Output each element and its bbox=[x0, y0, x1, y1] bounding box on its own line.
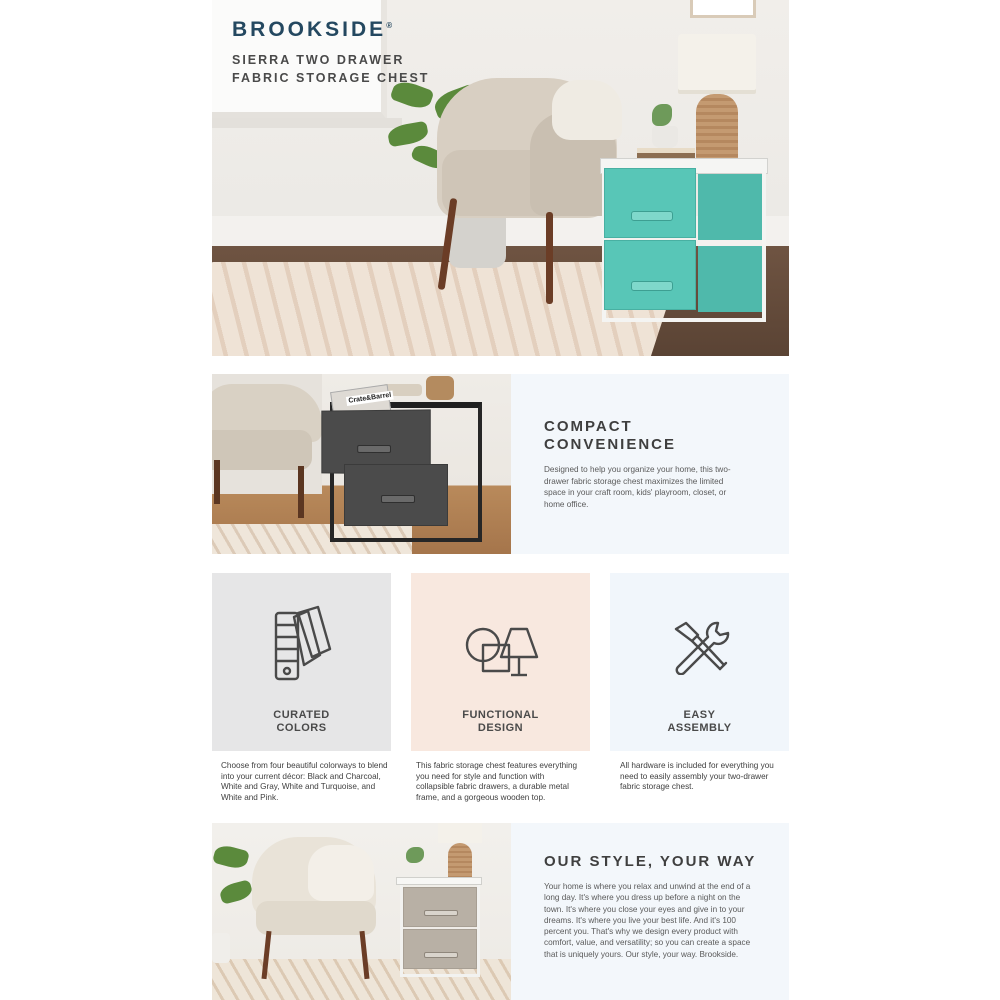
lamp-base bbox=[426, 376, 454, 400]
style-photo bbox=[212, 823, 511, 1000]
shapes-icon bbox=[461, 623, 541, 683]
drawer-handle bbox=[424, 952, 458, 958]
feature-description-functional-design: This fabric storage chest features everything you need for style and function with collapsible fabric drawers, a durable metal frame, and a gorgeous wooden top. bbox=[416, 761, 578, 802]
plant-leaf bbox=[212, 843, 250, 871]
chair-leg bbox=[298, 466, 304, 518]
lamp-base bbox=[696, 94, 738, 168]
drawer-handle bbox=[631, 281, 673, 291]
magazine-label: Crate&Barrel bbox=[346, 390, 394, 405]
feature-title bbox=[411, 709, 590, 735]
drawer-gray-top bbox=[403, 887, 477, 927]
product-title-line1: SIERRA TWO DRAWER bbox=[232, 53, 405, 67]
compact-heading-line1: COMPACT bbox=[544, 418, 633, 435]
feature-title-line1: FUNCTIONAL bbox=[462, 709, 539, 721]
feature-title bbox=[212, 709, 391, 735]
feature-title-line2: DESIGN bbox=[477, 722, 524, 734]
drawer-gray-bottom bbox=[403, 929, 477, 969]
feature-tile-easy-assembly bbox=[610, 573, 789, 751]
trademark-symbol: ® bbox=[386, 21, 396, 30]
brand-logo bbox=[232, 18, 395, 42]
throw-blanket bbox=[552, 80, 622, 140]
armchair-seat bbox=[212, 430, 312, 470]
compact-text-panel bbox=[511, 374, 789, 554]
color-swatch-icon bbox=[272, 605, 332, 683]
lamp-shade bbox=[438, 823, 482, 843]
chest-top bbox=[396, 877, 482, 885]
plant-leaf bbox=[218, 879, 254, 905]
style-text-panel bbox=[511, 823, 789, 1000]
chair-leg bbox=[546, 212, 553, 304]
tools-icon bbox=[668, 619, 732, 675]
drawer-charcoal bbox=[344, 464, 448, 526]
chest-side-panel bbox=[698, 174, 762, 240]
feature-description-curated-colors: Choose from four beautiful colorways to blend into your current décor: Black and Charcoal, White and Gray, White and Turquoise, and White and Pink. bbox=[221, 761, 388, 802]
feature-title bbox=[610, 709, 789, 735]
window-sill bbox=[212, 118, 402, 128]
armchair-seat bbox=[256, 901, 376, 935]
chest-drawer-top bbox=[604, 168, 696, 238]
lamp-shade bbox=[678, 34, 756, 94]
succulent-pot bbox=[652, 126, 678, 148]
feature-title-line2: COLORS bbox=[276, 722, 327, 734]
drawer-handle bbox=[631, 211, 673, 221]
drawer-handle bbox=[381, 495, 415, 503]
style-heading: OUR STYLE, YOUR WAY bbox=[544, 853, 757, 870]
feature-title-line2: ASSEMBLY bbox=[667, 722, 732, 734]
chest-side-panel bbox=[698, 246, 762, 312]
feature-tile-curated-colors bbox=[212, 573, 391, 751]
compact-body: Designed to help you organize your home, this two-drawer fabric storage chest maximizes the limited space in your craft room, kids' playroom, closet, or home office. bbox=[544, 465, 731, 509]
lamp-base bbox=[448, 843, 472, 881]
hero-image bbox=[212, 0, 789, 356]
chair-leg bbox=[214, 460, 220, 504]
compact-heading bbox=[544, 418, 676, 454]
feature-title-line1: CURATED bbox=[273, 709, 330, 721]
feature-title-line1: EASY bbox=[683, 709, 716, 721]
drawer-handle bbox=[424, 910, 458, 916]
drawer-handle bbox=[357, 445, 391, 453]
feature-tile-functional-design bbox=[411, 573, 590, 751]
compact-photo bbox=[212, 374, 511, 554]
compact-heading-line2: CONVENIENCE bbox=[544, 436, 677, 453]
brand-name: BROOKSIDE bbox=[232, 18, 387, 41]
plant-pot bbox=[212, 933, 230, 963]
throw-blanket bbox=[308, 845, 374, 901]
succulent-leaves bbox=[652, 104, 672, 126]
wall-picture-frame bbox=[690, 0, 756, 18]
product-title-line2: FABRIC STORAGE CHEST bbox=[232, 71, 430, 85]
feature-description-easy-assembly: All hardware is included for everything you need to easily assembly your two-drawer fabric storage chest. bbox=[620, 761, 774, 791]
succulent-leaves bbox=[406, 847, 424, 863]
style-body: Your home is where you relax and unwind at the end of a long day. It's where you dress up before a night on the town. It's where you close your eyes and give in to your dreams. It's where you live your best life. And it's 100 percent you. That's why we design every product with comfort, value, and versatility; so you can create a space that is uniquely yours. Our style, your way. Brookside. bbox=[544, 882, 751, 959]
chest-drawer-bottom bbox=[604, 240, 696, 310]
